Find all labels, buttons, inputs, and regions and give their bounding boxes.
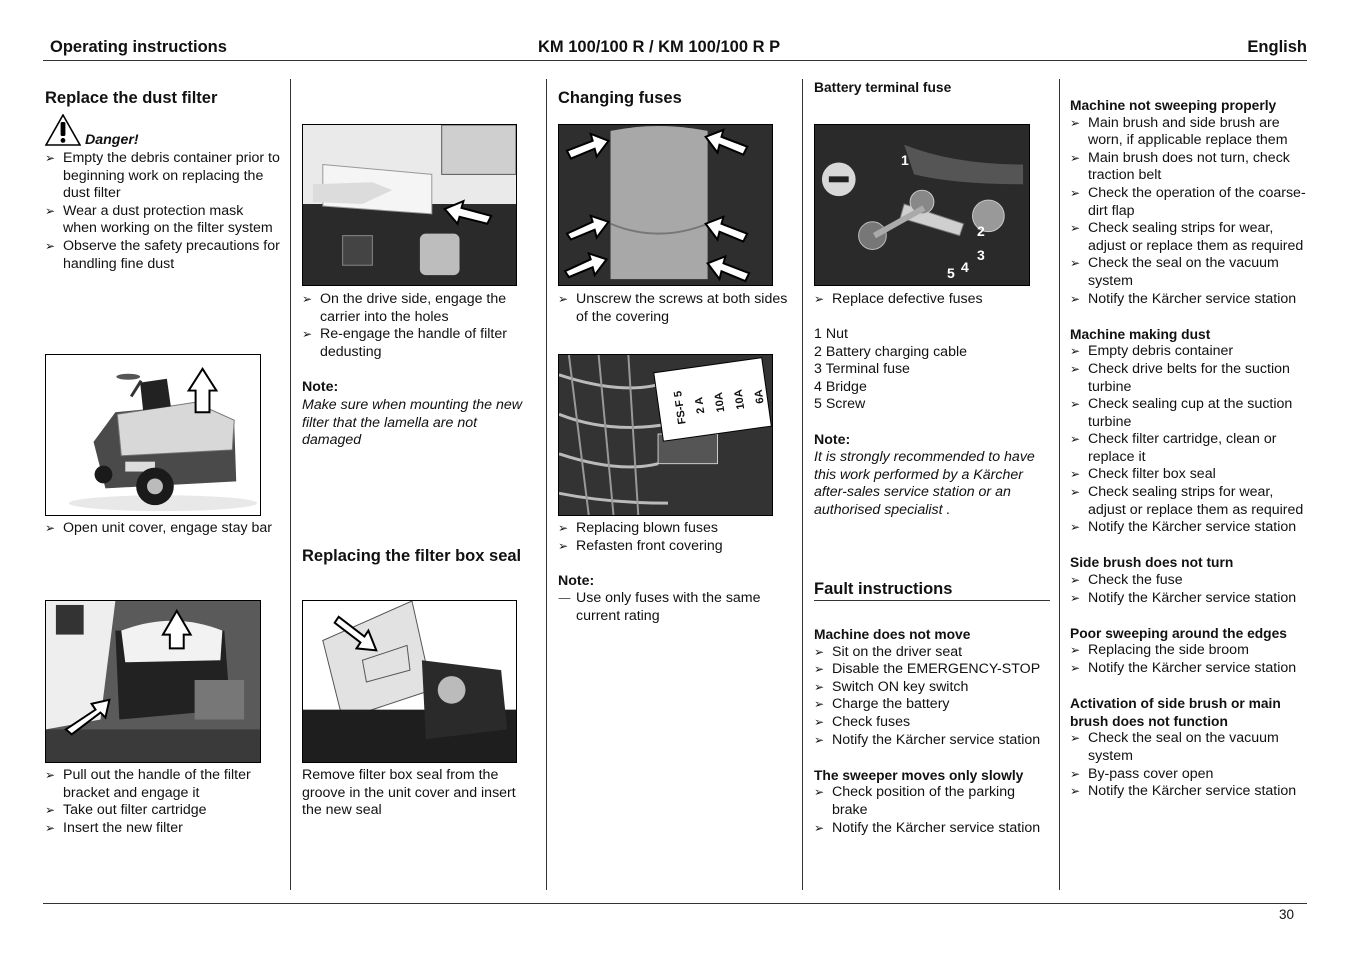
list-item: ➢ Empty debris container [1070,343,1306,361]
callout-2: 2 [977,223,985,239]
list-item: ➢ Check position of the parking brake [814,784,1054,819]
list-item: ➢ Notify the Kärcher service station [1070,783,1306,801]
filter-box-seal-photo [302,600,517,763]
footer-rule [43,903,1307,904]
list-item: ➢ Check the fuse [1070,572,1306,590]
callout-5: 5 [947,265,955,281]
list-item: ➢ Check filter box seal [1070,466,1306,484]
sweeper-photo [45,354,261,516]
list-item: ➢ Replacing the side broom [1070,642,1306,660]
warning-icon [45,114,81,146]
legend-item: 5 Screw [814,396,866,413]
battery-terminal-photo [814,124,1030,286]
danger-label: Danger! [85,132,139,148]
section-title-battery-fuse: Battery terminal fuse [814,80,952,95]
filter-cartridge-photo [45,600,261,763]
list-item: ➢ Insert the new filter [45,820,281,838]
fault-group-list [814,626,1054,837]
section-title-dust-filter: Replace the dust filter [45,89,218,107]
fault-group-title: Machine not sweeping properly [1070,98,1277,113]
note-label: Note: [558,573,595,589]
column-divider [802,79,803,890]
list-item: ➢ Notify the Kärcher service station [1070,519,1306,537]
fault-group-title: Activation of side brush or main brush does not function [1070,696,1281,729]
filter-mount-photo [302,124,517,286]
column-divider [546,79,547,890]
list-item: — Use only fuses with the same current rating [558,590,794,625]
list-item: ➢ Notify the Kärcher service station [814,732,1054,750]
step-list-filter [45,767,281,837]
list-item: ➢ Check drive belts for the suction turbine [1070,361,1306,396]
fault-title-rule [814,600,1050,601]
list-item: ➢ Check filter cartridge, clean or replace it [1070,431,1306,466]
list-item: ➢ Notify the Kärcher service station [814,820,1054,838]
callout-4: 4 [961,259,969,275]
legend-item: 1 Nut [814,326,848,342]
legend-item: 3 Terminal fuse [814,361,910,378]
list-item: ➢ Sit on the driver seat [814,644,1054,662]
step-list-open-cover [45,520,285,538]
column-divider [1059,79,1060,890]
list-item: ➢ Take out filter cartridge [45,802,281,820]
list-item: ➢ Wear a dust protection mask when working on the filter system [45,203,281,238]
list-item: ➢ Re-engage the handle of filter dedusting [302,326,538,361]
header-left: Operating instructions [50,38,227,56]
cover-screws-photo [558,124,773,286]
callout-1: 1 [901,152,909,168]
fault-group-title: Poor sweeping around the edges [1070,625,1287,641]
legend-item: 2 Battery charging cable [814,343,968,360]
list-item: ➢ On the drive side, engage the carrier into the holes [302,291,538,326]
list-item: ➢ Refasten front covering [558,538,794,556]
column-divider [290,79,291,890]
note-label: Note: [814,432,851,448]
seal-instruction: Remove filter box seal from the groove in the unit cover and insert the new seal [302,767,516,819]
list-item: ➢ Main brush and side brush are worn, if applicable replace them [1070,115,1306,150]
note-text: Make sure when mounting the new filter that the lamella are not damaged [302,397,523,449]
list-item: ➢ Notify the Kärcher service station [1070,590,1306,608]
list-item: ➢ Charge the battery [814,696,1054,714]
fault-group-items [1070,730,1306,800]
fault-group-title: Machine making dust [1070,326,1211,342]
list-item: ➢ Disable the EMERGENCY-STOP [814,661,1054,679]
list-item: ➢ Check sealing strips for wear, adjust or replace them as required [1070,220,1306,255]
fault-group-title: Side brush does not turn [1070,555,1234,571]
list-item: ➢ Switch ON key switch [814,679,1054,697]
note-label: Note: [302,379,339,395]
step-list-mount [302,291,538,361]
fault-group-items [1070,115,1306,309]
list-item: ➢ Check the seal on the vacuum system [1070,255,1306,290]
fault-group-items [814,644,1054,750]
list-item: ➢ Notify the Kärcher service station [1070,660,1306,678]
note-list [558,590,794,625]
list-item: ➢ Replacing blown fuses [558,520,794,538]
fault-group-items [1070,572,1306,607]
fuse-label: 2 A [693,395,708,415]
note-text: It is strongly recommended to have this work performed by a Kärcher after-sales service station or an authorised specialist . [814,449,1035,518]
list-item: ➢ Open unit cover, engage stay bar [45,520,285,538]
callout-3: 3 [977,247,985,263]
header-right: English [1247,38,1307,56]
fuse-label: 6A [752,388,767,405]
fuse-panel-photo [558,354,773,516]
fuse-label: 10A [732,388,748,411]
fault-group-items [814,784,1054,837]
list-item: ➢ Empty the debris container prior to beginning work on replacing the dust filter [45,150,281,203]
list-item: ➢ Check sealing strips for wear, adjust or replace them as required [1070,484,1306,519]
fault-group-items [1070,642,1306,677]
step-list-fuses [558,520,794,555]
step-list-unscrew [558,291,798,326]
fault-group-items [1070,343,1306,537]
section-title-filter-box-seal: Replacing the filter box seal [302,547,522,565]
list-item: ➢ Main brush does not turn, check traction belt [1070,150,1306,185]
fault-group-title: Machine does not move [814,627,971,642]
legend-item: 4 Bridge [814,378,867,395]
section-title-fault-instructions: Fault instructions [814,580,953,598]
fault-group-title: The sweeper moves only slowly [814,767,1024,783]
fuse-label: 10A [712,391,728,413]
list-item: ➢ Unscrew the screws at both sides of the covering [558,291,798,326]
fault-group-list [1070,97,1306,801]
section-title-changing-fuses: Changing fuses [558,89,682,107]
list-item: ➢ Check sealing cup at the suction turbine [1070,396,1306,431]
list-item: ➢ Check fuses [814,714,1054,732]
header-rule [43,60,1307,61]
list-item: ➢ Replace defective fuses [814,291,1050,309]
page-number: 30 [1278,907,1294,922]
list-item: ➢ Check the operation of the coarse-dirt flap [1070,185,1306,220]
step-list-battery [814,291,1050,309]
header-center: KM 100/100 R / KM 100/100 R P [538,38,781,56]
list-item: ➢ Observe the safety precautions for handling fine dust [45,238,281,273]
list-item: ➢ Check the seal on the vacuum system [1070,730,1306,765]
danger-list [45,150,281,273]
list-item: ➢ By-pass cover open [1070,766,1306,784]
fuse-label: FS-F 5 [672,390,689,426]
list-item: ➢ Pull out the handle of the filter bracket and engage it [45,767,281,802]
legend-list [814,326,1050,414]
list-item: ➢ Notify the Kärcher service station [1070,291,1306,309]
